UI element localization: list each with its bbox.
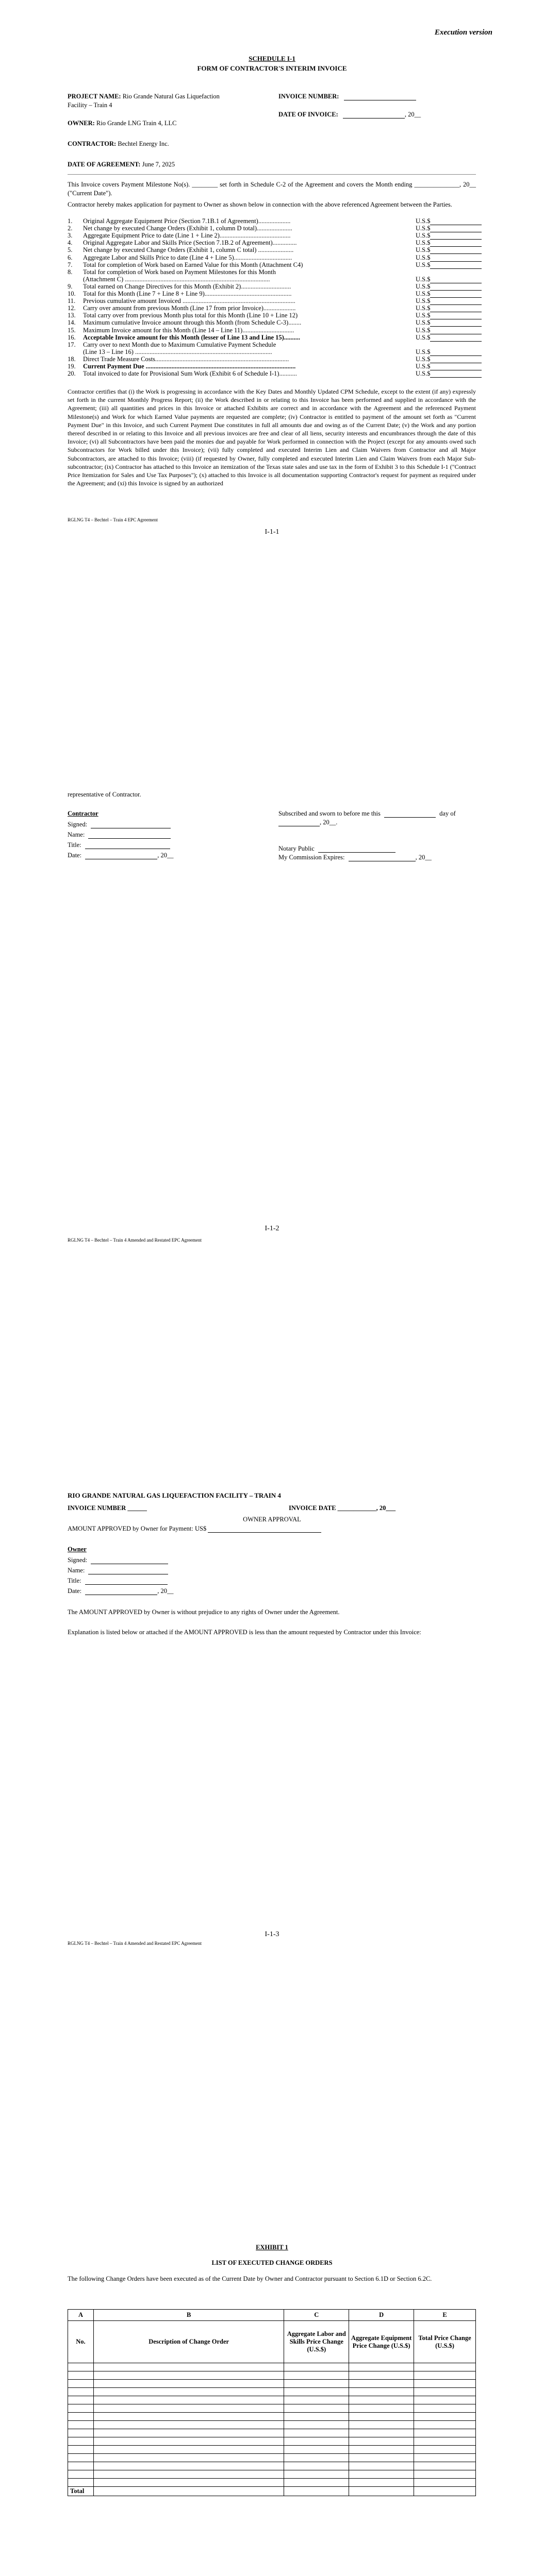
total-label: Total: [68, 2487, 94, 2496]
facility-title: RIO GRANDE NATURAL GAS LIQUEFACTION FACILITY – TRAIN 4: [68, 1492, 281, 1499]
column-header: Total Price Change (U.S.$): [414, 2321, 476, 2363]
table-cell[interactable]: [284, 2462, 349, 2470]
commission-field[interactable]: [349, 855, 416, 861]
notary-row: [278, 845, 395, 853]
schedule-title: SCHEDULE I-1: [249, 55, 295, 62]
subscribed-text: Subscribed and sworn to before me this: [278, 810, 381, 817]
subscribed-day-field[interactable]: [384, 811, 436, 818]
table-cell[interactable]: [284, 2421, 349, 2429]
currency-label: U.S.$: [416, 333, 431, 341]
owner-signed-row: [68, 1556, 168, 1564]
table-row: [68, 2437, 476, 2446]
currency-label: U.S.$: [416, 261, 431, 268]
invoice-number: INVOICE NUMBER ______: [68, 1504, 147, 1512]
contractor-label: CONTRACTOR:: [68, 140, 117, 147]
line-description: (Line 13 – Line 16) .....................................................................................: [83, 348, 272, 355]
currency-label: U.S.$: [416, 246, 431, 254]
invoice-number-row: [278, 93, 416, 100]
line-description: Total for completion of Work based on Earned Value for this Month (Attachment C4): [83, 261, 303, 268]
currency-label: U.S.$: [416, 326, 431, 334]
change-orders-table: [68, 2309, 476, 2496]
table-cell[interactable]: [68, 2446, 94, 2454]
line-description: Current Payment Due .............................................................................................: [83, 363, 296, 370]
table-cell[interactable]: [68, 2437, 94, 2446]
table-row: [68, 2479, 476, 2487]
commission-label: My Commission Expires:: [278, 854, 345, 861]
currency-label: U.S.$: [416, 282, 431, 290]
table-cell[interactable]: [349, 2363, 414, 2371]
table-cell[interactable]: [349, 2388, 414, 2396]
signed-field[interactable]: [91, 822, 171, 828]
invoice-date: INVOICE DATE ____________, 20___: [289, 1504, 396, 1512]
table-cell[interactable]: [93, 2421, 284, 2429]
representative-text: representative of Contractor.: [68, 791, 141, 798]
total-cell[interactable]: [349, 2487, 414, 2496]
line-amount: [416, 369, 482, 378]
invoice-number-label: INVOICE NUMBER:: [278, 93, 339, 100]
date-of-invoice-row: [278, 111, 421, 118]
table-cell[interactable]: [414, 2437, 476, 2446]
table-cell[interactable]: [68, 2413, 94, 2421]
table-cell[interactable]: [68, 2479, 94, 2487]
owner-label: OWNER:: [68, 120, 95, 127]
table-cell[interactable]: [284, 2380, 349, 2388]
page-footer: RGLNG T4 – Bechtel – Train 4 EPC Agreement: [68, 517, 158, 522]
page-2: [0, 703, 544, 1406]
line-description: Total carry over from previous Month plus total for this Month (Line 10 + Line 12): [83, 312, 298, 319]
subscribed-month-field[interactable]: [278, 820, 320, 826]
currency-label: U.S.$: [416, 312, 431, 319]
line-number: 17.: [68, 341, 76, 348]
request-paragraph: Contractor hereby makes application for payment to Owner as shown below in connection with the above referenced Agreement between the Parties.: [68, 201, 452, 208]
table-cell[interactable]: [93, 2479, 284, 2487]
currency-label: U.S.$: [416, 239, 431, 247]
line-description: Carry over to next Month due to Maximum Cumulative Payment Schedule: [83, 341, 276, 348]
table-cell[interactable]: [414, 2404, 476, 2413]
subscribed-row: [278, 810, 476, 818]
line-description: Maximum Invoice amount for this Month (Line 14 – Line 11)................................: [83, 326, 294, 334]
page-4: [0, 2110, 544, 2576]
line-description: Acceptable Invoice amount for this Month (lesser of Line 13 and Line 15)..........: [83, 333, 301, 341]
page-number: I-1-3: [265, 1930, 279, 1938]
table-cell[interactable]: [284, 2388, 349, 2396]
currency-label: U.S.$: [416, 304, 431, 312]
table-cell[interactable]: [414, 2421, 476, 2429]
date-field[interactable]: [85, 853, 157, 859]
currency-label: U.S.$: [416, 232, 431, 240]
table-row: [68, 2380, 476, 2388]
signed-label: Signed:: [68, 821, 88, 828]
line-number: 10.: [68, 290, 76, 297]
line-number: 6.: [68, 253, 73, 261]
date-label: Date:: [68, 1587, 82, 1595]
project-name-label: PROJECT NAME:: [68, 93, 121, 100]
name-label: Name:: [68, 831, 85, 838]
explanation-paragraph: Explanation is listed below or attached if the AMOUNT APPROVED is less than the amount requested by Contractor under this Invoice:: [68, 1629, 421, 1636]
table-cell[interactable]: [349, 2404, 414, 2413]
notary-field[interactable]: [318, 846, 395, 853]
table-cell[interactable]: [93, 2396, 284, 2404]
page-3: [0, 1406, 544, 2110]
table-cell[interactable]: [93, 2454, 284, 2462]
table-row: [68, 2404, 476, 2413]
line-description: Net change by executed Change Orders (Exhibit 1, column D total)......................: [83, 225, 292, 232]
change-orders-body: [68, 2363, 476, 2487]
table-cell[interactable]: [284, 2446, 349, 2454]
table-cell[interactable]: [414, 2454, 476, 2462]
table-cell[interactable]: [93, 2363, 284, 2371]
line-number: 19.: [68, 363, 76, 370]
line-number: 7.: [68, 261, 73, 268]
line-description: Total for completion of Work based on Payment Milestones for this Month: [83, 268, 276, 276]
table-cell[interactable]: [414, 2371, 476, 2380]
table-cell[interactable]: [414, 2413, 476, 2421]
table-cell[interactable]: [284, 2404, 349, 2413]
contractor-name-row: [68, 831, 171, 839]
table-row: [68, 2470, 476, 2479]
line-description: Total earned on Change Directives for this Month (Exhibit 2)...............................: [83, 282, 291, 290]
agreement-date-row: [68, 161, 175, 168]
owner-approval-title: OWNER APPROVAL: [243, 1516, 301, 1523]
table-cell[interactable]: [349, 2462, 414, 2470]
line-number: 15.: [68, 326, 76, 334]
certification-paragraph: Contractor certifies that (i) the Work is progressing in accordance with the Key Dates and Monthly Updated CPM Schedule, except to the extent (if any) expressly set forth in the current Monthly Progress Report; (ii) the Work described in or relating to this Invoice has been performed and supplied in accordance with the Agreement; (iii) all quantities and prices in this Invoice or attached Exhibits are correct and in accordance with the Agreement and the referenced Payment Milestone(s) and Work for which Earned Value payments are requested are complete; (iv) Contractor is entitled to payment of the amount set forth as "Current Payment Due" in this Invoice, and such Current Payment Due constitutes in full all amounts due and owing as of the Current Date; (v) the Work and any portion thereof described in or relating to this Invoice and all previous invoices are free and clear of all liens, security interests and encumbrances through the date of this Invoice; (vi) all Subcontractors have been paid the monies due and payable for Work performed in connection with the Project (except for any amounts owed such Subcontractors for Work billed under this Invoice); (vii) fully completed and executed Interim Lien and Claim Waivers from Contractor and all Major Subcontractors, are attached to this Invoice; (viii) (if requested by Owner, fully completed and executed Interim Lien and Claim Waivers from each Major Sub-subcontractor; (ix) Contractor has attached to this Invoice an itemization of the Texas state sales and use tax in the form of Exhibit 3 to this Schedule I-1 ("Contract Price Itemization for Sales and Use Tax Purposes"); (x) attached to this Invoice is all documentation supporting Contractor's request for payment as required under the Agreement; and (xi) this Invoice is signed by an authorized: [68, 388, 476, 487]
form-title: FORM OF CONTRACTOR'S INTERIM INVOICE: [197, 64, 347, 72]
currency-label: U.S.$: [416, 355, 431, 363]
date-field[interactable]: [85, 1589, 157, 1595]
page-footer: RGLNG T4 – Bechtel – Train 4 Amended and Restated EPC Agreement: [68, 1238, 202, 1243]
col-letter: E: [414, 2310, 476, 2321]
title-label: Title:: [68, 1577, 81, 1584]
table-cell[interactable]: [414, 2396, 476, 2404]
table-cell[interactable]: [68, 2454, 94, 2462]
date-of-invoice-suffix: , 20__: [404, 111, 421, 118]
line-number: 16.: [68, 333, 76, 341]
currency-label: U.S.$: [416, 319, 431, 327]
line-number: 18.: [68, 355, 76, 363]
line-number: 20.: [68, 370, 76, 378]
table-cell[interactable]: [284, 2470, 349, 2479]
col-letter: A: [68, 2310, 94, 2321]
contractor-heading: Contractor: [68, 810, 98, 817]
date-label: Date:: [68, 852, 82, 859]
amount-approved-row: [68, 1525, 321, 1533]
agreement-date-value: June 7, 2025: [142, 161, 175, 168]
table-cell[interactable]: [284, 2413, 349, 2421]
page-number: I-1-2: [265, 1225, 279, 1232]
line-description: Net change by executed Change Orders (Exhibit 1, column C total) ......................: [83, 246, 294, 254]
currency-label: U.S.$: [416, 275, 431, 283]
name-field[interactable]: [88, 1568, 168, 1574]
line-number: 4.: [68, 239, 73, 247]
currency-label: U.S.$: [416, 363, 431, 370]
col-letter: D: [349, 2310, 414, 2321]
table-cell[interactable]: [349, 2454, 414, 2462]
table-cell[interactable]: [349, 2446, 414, 2454]
currency-label: U.S.$: [416, 348, 431, 355]
title-field[interactable]: [85, 1579, 168, 1585]
table-cell[interactable]: [284, 2479, 349, 2487]
contractor-value: Bechtel Energy Inc.: [118, 140, 169, 147]
table-cell[interactable]: [68, 2396, 94, 2404]
line-description: (Attachment C) ..........................................................................................: [83, 275, 270, 283]
table-row: [68, 2371, 476, 2380]
line-number: 13.: [68, 312, 76, 319]
table-cell[interactable]: [68, 2363, 94, 2371]
table-row: [68, 2388, 476, 2396]
column-letter-row: [68, 2310, 476, 2321]
amount-approved-field[interactable]: [208, 1527, 321, 1533]
date-of-invoice-field[interactable]: [343, 112, 405, 118]
table-cell[interactable]: [93, 2380, 284, 2388]
table-row: [68, 2446, 476, 2454]
name-field[interactable]: [88, 833, 171, 839]
invoice-line: [68, 369, 480, 378]
title-field[interactable]: [85, 843, 170, 849]
column-header: Aggregate Labor and Skills Price Change (U.S.$): [284, 2321, 349, 2363]
table-cell[interactable]: [284, 2396, 349, 2404]
name-label: Name:: [68, 1567, 85, 1574]
table-cell[interactable]: [284, 2371, 349, 2380]
table-cell[interactable]: [349, 2380, 414, 2388]
table-cell[interactable]: [284, 2363, 349, 2371]
execution-version-label: Execution version: [434, 28, 492, 37]
exhibit-intro-paragraph: The following Change Orders have been executed as of the Current Date by Owner and Contractor pursuant to Section 6.1D or Section 6.2C.: [68, 2275, 432, 2282]
project-name-value-2: Facility – Train 4: [68, 101, 112, 109]
table-cell[interactable]: [68, 2421, 94, 2429]
column-header: Aggregate Equipment Price Change (U.S.$): [349, 2321, 414, 2363]
project-name-row: [68, 93, 220, 100]
table-cell[interactable]: [93, 2388, 284, 2396]
table-cell[interactable]: [349, 2413, 414, 2421]
amount-approved-label: AMOUNT APPROVED by Owner for Payment: US$: [68, 1525, 207, 1532]
line-number: 12.: [68, 304, 76, 312]
column-header-row: [68, 2321, 476, 2363]
table-cell[interactable]: [349, 2421, 414, 2429]
line-number: 2.: [68, 225, 73, 232]
line-description: Total for this Month (Line 7 + Line 8 + Line 9)......................................................: [83, 290, 292, 297]
column-header: No.: [68, 2321, 94, 2363]
date-of-invoice-label: DATE OF INVOICE:: [278, 111, 338, 118]
total-cell[interactable]: [414, 2487, 476, 2496]
total-cell[interactable]: [93, 2487, 284, 2496]
commission-suffix: , 20__: [415, 854, 432, 861]
contractor-date-row: [68, 852, 173, 859]
line-number: 11.: [68, 297, 76, 305]
table-cell[interactable]: [414, 2380, 476, 2388]
line-description: Original Aggregate Labor and Skills Price (Section 7.1B.2 of Agreement)...............: [83, 239, 297, 247]
divider: [68, 174, 476, 175]
table-cell[interactable]: [414, 2429, 476, 2437]
table-cell[interactable]: [93, 2404, 284, 2413]
table-cell[interactable]: [414, 2363, 476, 2371]
contractor-title-row: [68, 841, 170, 849]
total-row: [68, 2487, 476, 2496]
owner-date-row: [68, 1587, 173, 1595]
intro-paragraph: This Invoice covers Payment Milestone No(s). ________ set forth in Schedule C-2 of the Agreement and covers the Month ending ______________, 20__ ("Current Date").: [68, 181, 476, 197]
table-cell[interactable]: [68, 2462, 94, 2470]
total-cell[interactable]: [284, 2487, 349, 2496]
table-cell[interactable]: [68, 2470, 94, 2479]
table-cell[interactable]: [349, 2371, 414, 2380]
column-header: Description of Change Order: [93, 2321, 284, 2363]
table-cell[interactable]: [284, 2454, 349, 2462]
list-title: LIST OF EXECUTED CHANGE ORDERS: [211, 2259, 333, 2266]
owner-title-row: [68, 1577, 168, 1585]
table-cell[interactable]: [93, 2371, 284, 2380]
table-cell[interactable]: [414, 2479, 476, 2487]
line-description: Aggregate Labor and Skills Price to date (Line 4 + Line 5)....................................: [83, 253, 292, 261]
table-cell[interactable]: [68, 2371, 94, 2380]
table-row: [68, 2421, 476, 2429]
currency-label: U.S.$: [416, 253, 431, 261]
table-cell[interactable]: [414, 2388, 476, 2396]
table-cell[interactable]: [349, 2429, 414, 2437]
currency-label: U.S.$: [416, 225, 431, 232]
line-number: 8.: [68, 268, 73, 276]
table-cell[interactable]: [349, 2437, 414, 2446]
table-cell[interactable]: [414, 2462, 476, 2470]
table-row: [68, 2454, 476, 2462]
line-description: Previous cumulative amount Invoiced ......................................................................: [83, 297, 295, 305]
page-1: [0, 0, 544, 703]
table-cell[interactable]: [93, 2437, 284, 2446]
currency-label: U.S.$: [416, 290, 431, 297]
currency-label: U.S.$: [416, 370, 431, 378]
subscribed-day-of: day of: [439, 810, 456, 817]
owner-name-row: [68, 1567, 168, 1574]
table-cell[interactable]: [93, 2446, 284, 2454]
line-description: Carry over amount from previous Month (Line 17 from prior Invoice)....................: [83, 304, 296, 312]
contractor-row: [68, 140, 169, 148]
amount-field[interactable]: [430, 371, 482, 378]
page-number: I-1-1: [265, 528, 279, 536]
table-cell[interactable]: [414, 2470, 476, 2479]
table-row: [68, 2429, 476, 2437]
contractor-signed-row: [68, 821, 171, 828]
project-name-value: Rio Grande Natural Gas Liquefaction: [122, 93, 220, 100]
exhibit-title: EXHIBIT 1: [256, 2244, 288, 2251]
subscribed-row-2: [278, 819, 337, 826]
table-row: [68, 2413, 476, 2421]
owner-row: [68, 120, 176, 127]
col-letter: C: [284, 2310, 349, 2321]
table-cell[interactable]: [414, 2446, 476, 2454]
line-description: Direct Trade Measure Costs...................................................................................: [83, 355, 289, 363]
table-cell[interactable]: [349, 2470, 414, 2479]
table-cell[interactable]: [93, 2470, 284, 2479]
line-description: Total invoiced to date for Provisional Sum Work (Exhibit 6 of Schedule I-1)...........: [83, 370, 297, 378]
table-cell[interactable]: [68, 2429, 94, 2437]
table-cell[interactable]: [68, 2388, 94, 2396]
table-cell[interactable]: [93, 2462, 284, 2470]
table-row: [68, 2462, 476, 2470]
currency-label: U.S.$: [416, 297, 431, 305]
subscribed-year: , 20__.: [320, 819, 338, 826]
date-suffix: , 20__: [157, 852, 174, 859]
title-label: Title:: [68, 841, 81, 849]
signed-label: Signed:: [68, 1556, 88, 1564]
table-row: [68, 2363, 476, 2371]
table-cell[interactable]: [68, 2380, 94, 2388]
table-cell[interactable]: [349, 2396, 414, 2404]
table-cell[interactable]: [284, 2437, 349, 2446]
date-suffix: , 20__: [157, 1587, 174, 1595]
prejudice-paragraph: The AMOUNT APPROVED by Owner is without prejudice to any rights of Owner under the Agreement.: [68, 1608, 340, 1616]
line-number: 9.: [68, 282, 73, 290]
notary-label: Notary Public: [278, 845, 315, 852]
invoice-number-field[interactable]: [344, 94, 416, 100]
table-cell[interactable]: [349, 2479, 414, 2487]
line-description: Original Aggregate Equipment Price (Section 7.1B.1 of Agreement)....................: [83, 217, 291, 225]
line-description: Aggregate Equipment Price to date (Line 1 + Line 2)............................................: [83, 232, 291, 240]
table-row: [68, 2396, 476, 2404]
signed-field[interactable]: [91, 1558, 168, 1564]
line-number: 3.: [68, 232, 73, 240]
table-cell[interactable]: [284, 2429, 349, 2437]
owner-heading: Owner: [68, 1546, 87, 1553]
line-number: 14.: [68, 319, 76, 327]
line-number: 1.: [68, 217, 73, 225]
col-letter: B: [93, 2310, 284, 2321]
currency-label: U.S.$: [416, 217, 431, 225]
table-cell[interactable]: [68, 2404, 94, 2413]
commission-row: [278, 854, 432, 861]
table-cell[interactable]: [93, 2413, 284, 2421]
line-description: Maximum cumulative Invoice amount through this Month (from Schedule C-3)........: [83, 319, 302, 327]
owner-value: Rio Grande LNG Train 4, LLC: [96, 120, 177, 127]
line-number: 5.: [68, 246, 73, 254]
page-footer: RGLNG T4 – Bechtel – Train 4 Amended and Restated EPC Agreement: [68, 1941, 202, 1946]
table-cell[interactable]: [93, 2429, 284, 2437]
agreement-date-label: DATE OF AGREEMENT:: [68, 161, 141, 168]
